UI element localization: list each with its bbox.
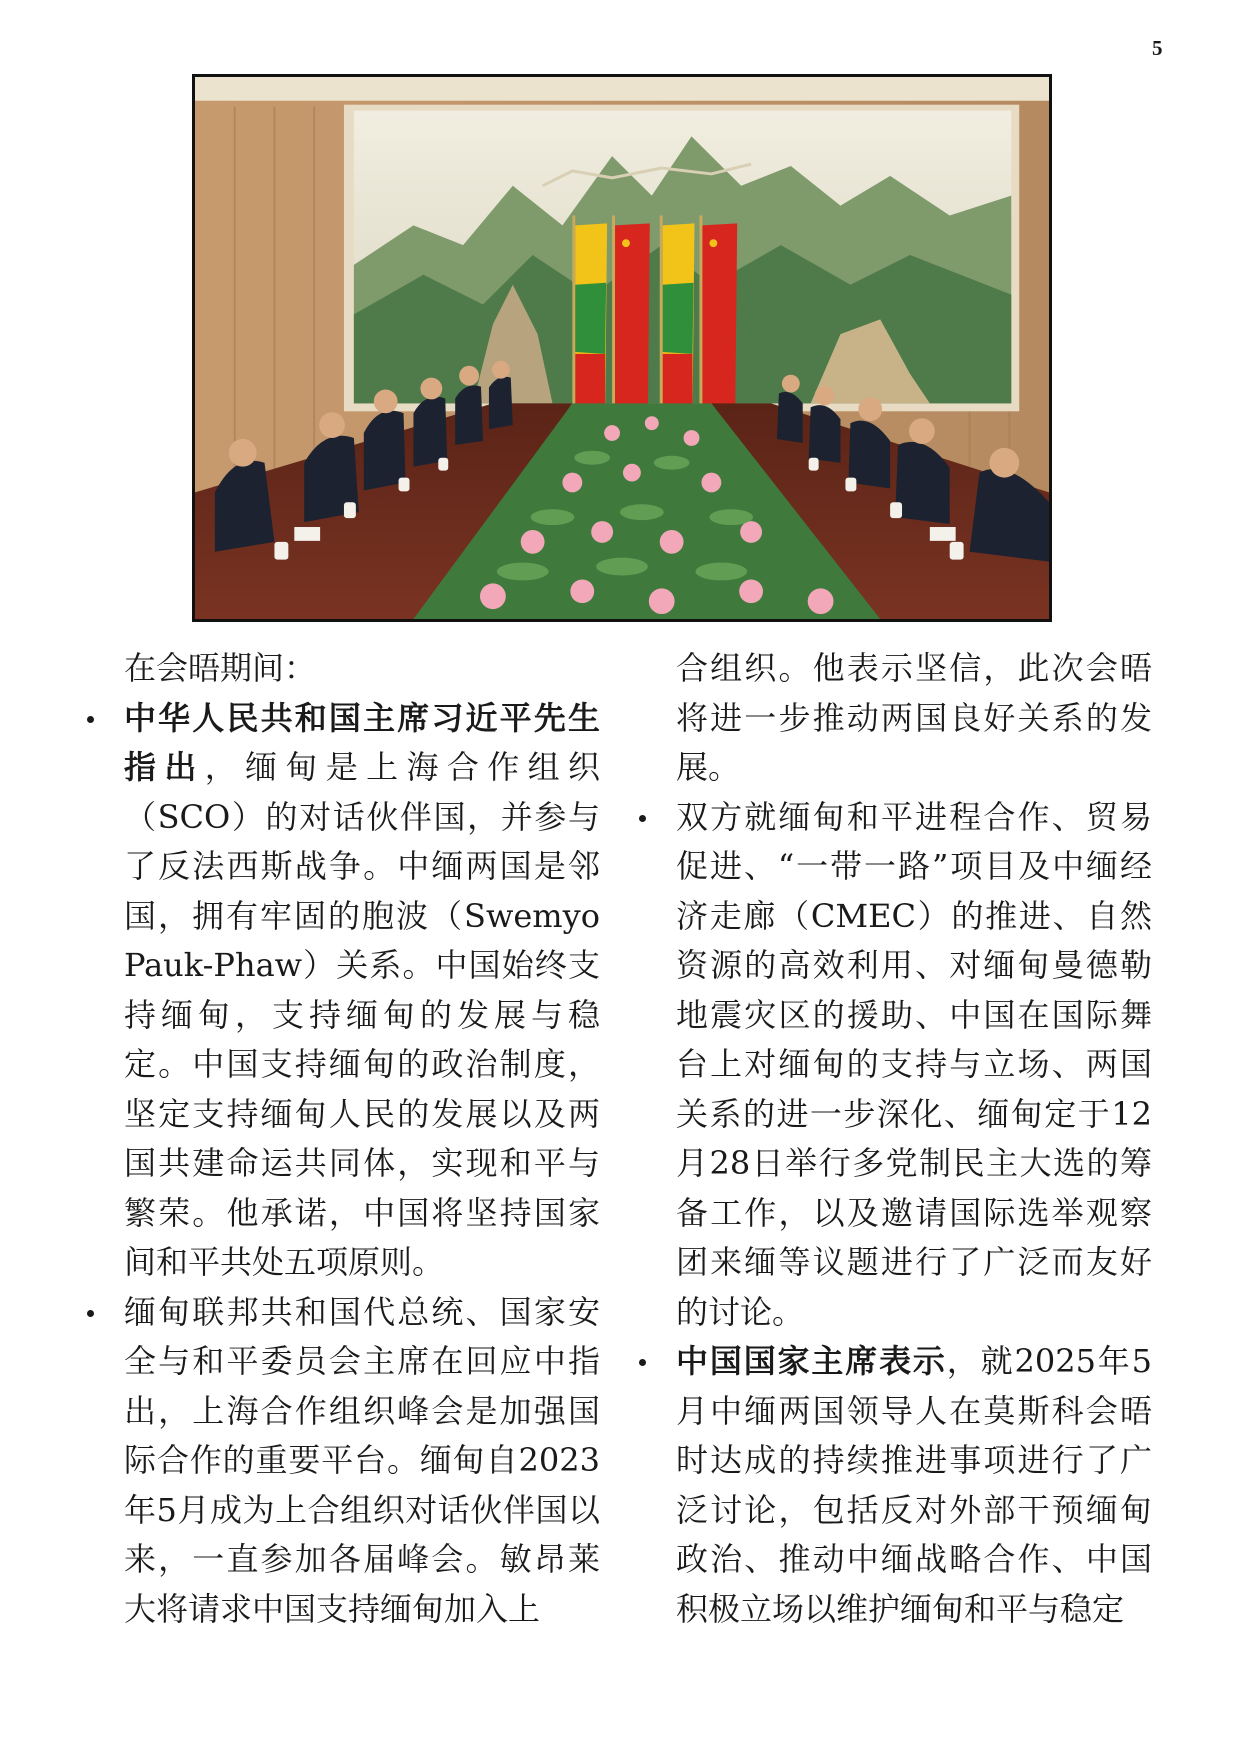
photo-meeting-scene-icon (195, 77, 1049, 619)
bold-lead: 中国国家主席表示 (676, 1342, 947, 1380)
intro-line: 在会晤期间： (124, 649, 317, 687)
bullet-icon (639, 815, 646, 822)
right-bullet-list (676, 793, 1152, 1635)
bullet-icon (87, 716, 94, 723)
list-item (676, 1337, 1152, 1634)
list-item (124, 694, 600, 1288)
bullet-text: 缅甸联邦共和国代总统、国家安全与和平委员会主席在回应中指出，上海合作组织峰会是加强国际合作的重要平台。缅甸自2023年5月成为上合组织对话伙伴国以来，一直参加各届峰会。敏昂莱大将请求中国支持缅甸加入上 (124, 1292, 600, 1628)
list-item (124, 1288, 600, 1635)
bullet-text: ，就2025年5月中缅两国领导人在莫斯科会晤时达成的持续推进事项进行了广泛讨论，包括反对外部干预缅甸政治、推动中缅战略合作、中国积极立场以维护缅甸和平与稳定 (676, 1342, 1152, 1628)
bullet-icon (639, 1359, 646, 1366)
list-item (676, 793, 1152, 1338)
page-number: 5 (1152, 36, 1163, 60)
right-column (676, 644, 1152, 1634)
continuation-text: 合组织。他表示坚信，此次会晤将进一步推动两国良好关系的发展。 (676, 649, 1152, 786)
left-column (124, 644, 600, 1634)
bold-lead: 中华人民共和国主席习近平先生指出 (124, 698, 600, 786)
bullet-text: ，缅甸是上海合作组织（SCO）的对话伙伴国，并参与了反法西斯战争。中缅两国是邻国，拥有牢固的胞波（Swemyo Pauk-Phaw）关系。中国始终支持缅甸，支持缅甸的发展与稳定。中国支持缅甸的政治制度，坚定支持缅甸人民的发展以及两国共建命运共同体，实现和平与繁荣。他承诺，中国将坚持国家间和平共处五项原则。 (124, 748, 600, 1281)
meeting-photo (192, 74, 1052, 622)
left-bullet-list (124, 694, 600, 1635)
bullet-icon (87, 1310, 94, 1317)
bullet-text: 双方就缅甸和平进程合作、贸易促进、“一带一路”项目及中缅经济走廊（CMEC）的推进、自然资源的高效利用、对缅甸曼德勒地震灾区的援助、中国在国际舞台上对缅甸的支持与立场、两国关系的进一步深化、缅甸定于12月28日举行多党制民主大选的筹备工作，以及邀请国际选举观察团来缅等议题进行了广泛而友好的讨论。 (676, 797, 1152, 1331)
